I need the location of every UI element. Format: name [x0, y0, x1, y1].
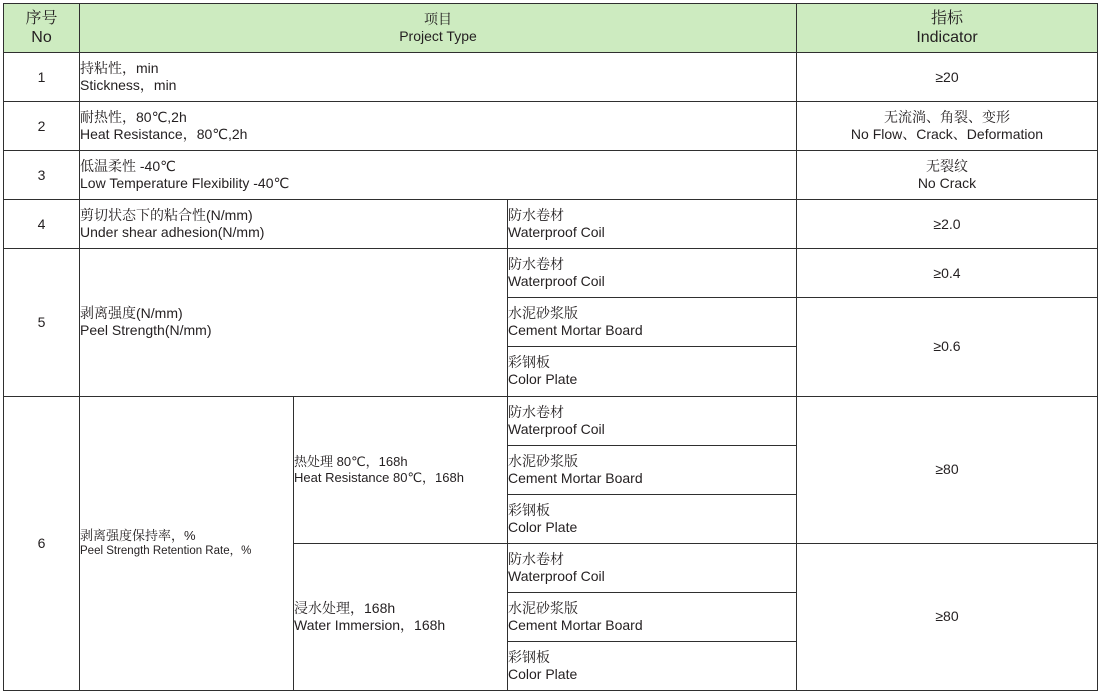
row-number: 6 — [4, 396, 80, 691]
substrate-cell — [508, 396, 797, 445]
item-en: Stickness，min — [80, 77, 177, 94]
header-indicator-zh: 指标 — [930, 10, 963, 28]
substrate-zh: 水泥砂浆版 — [508, 452, 578, 469]
substrate-cell — [508, 494, 797, 543]
indicator-en: No Crack — [917, 175, 977, 192]
row-number: 4 — [4, 200, 80, 249]
specification-table — [3, 3, 1098, 691]
item-cell — [80, 200, 508, 249]
row-number: 1 — [4, 53, 80, 102]
substrate-en: Cement Mortar Board — [508, 616, 643, 633]
substrate-en: Color Plate — [508, 518, 578, 535]
item-zh: 低温柔性 -40℃ — [80, 158, 176, 175]
indicator-en: No Flow、Crack、Deformation — [850, 126, 1044, 143]
substrate-en: Cement Mortar Board — [508, 322, 643, 339]
indicator-value: ≥0.4 — [797, 249, 1098, 298]
row-number: 5 — [4, 249, 80, 396]
substrate-zh: 防水卷材 — [508, 403, 564, 420]
indicator-value: ≥80 — [797, 396, 1098, 543]
table-row — [4, 102, 1098, 151]
substrate-zh: 防水卷材 — [508, 256, 564, 273]
substrate-cell — [508, 543, 797, 592]
header-item — [80, 4, 797, 53]
header-no-zh: 序号 — [25, 10, 58, 28]
header-row — [4, 4, 1098, 53]
indicator-cell — [797, 151, 1098, 200]
item-en: Heat Resistance，80℃,2h — [80, 126, 248, 143]
substrate-en: Waterproof Coil — [508, 567, 605, 584]
item-zh: 剥离强度(N/mm) — [80, 305, 183, 322]
table-row — [4, 151, 1098, 200]
substrate-cell — [508, 445, 797, 494]
item-cell — [80, 102, 797, 151]
table-row — [4, 53, 1098, 102]
indicator-cell — [797, 102, 1098, 151]
substrate-en: Waterproof Coil — [508, 224, 605, 241]
header-no — [4, 4, 80, 53]
substrate-en: Waterproof Coil — [508, 273, 605, 290]
header-item-zh: 项目 — [424, 11, 452, 28]
substrate-zh: 彩钢板 — [508, 354, 550, 371]
substrate-zh: 防水卷材 — [508, 207, 564, 224]
item-en: Peel Strength(N/mm) — [80, 322, 212, 339]
substrate-cell — [508, 347, 797, 396]
condition-en: Heat Resistance 80℃，168h — [294, 469, 464, 485]
indicator-value: ≥20 — [797, 53, 1098, 102]
item-en: Peel Strength Retention Rate，% — [80, 545, 252, 558]
substrate-en: Waterproof Coil — [508, 420, 605, 437]
substrate-cell — [508, 592, 797, 641]
substrate-cell — [508, 200, 797, 249]
indicator-zh: 无流淌、角裂、变形 — [884, 109, 1010, 126]
substrate-cell — [508, 298, 797, 347]
item-en: Low Temperature Flexibility -40℃ — [80, 175, 290, 192]
header-indicator — [797, 4, 1098, 53]
condition-zh: 热处理 80℃，168h — [294, 453, 408, 469]
substrate-zh: 彩钢板 — [508, 648, 550, 665]
item-zh: 耐热性，80℃,2h — [80, 109, 187, 126]
item-cell — [80, 396, 294, 691]
condition-zh: 浸水处理，168h — [294, 599, 396, 616]
substrate-cell — [508, 249, 797, 298]
substrate-zh: 彩钢板 — [508, 501, 550, 518]
item-zh: 剪切状态下的粘合性(N/mm) — [80, 207, 253, 224]
condition-cell — [294, 543, 508, 690]
substrate-en: Color Plate — [508, 371, 578, 388]
substrate-en: Color Plate — [508, 665, 578, 682]
item-en: Under shear adhesion(N/mm) — [80, 224, 265, 241]
substrate-zh: 水泥砂浆版 — [508, 305, 578, 322]
table-row — [4, 396, 1098, 445]
indicator-value: ≥80 — [797, 543, 1098, 690]
indicator-zh: 无裂纹 — [926, 158, 968, 175]
table-row — [4, 200, 1098, 249]
item-cell — [80, 151, 797, 200]
substrate-zh: 防水卷材 — [508, 550, 564, 567]
substrate-en: Cement Mortar Board — [508, 469, 643, 486]
condition-en: Water Immersion，168h — [294, 616, 446, 633]
header-item-en: Project Type — [399, 28, 477, 45]
substrate-cell — [508, 641, 797, 690]
row-number: 3 — [4, 151, 80, 200]
condition-cell — [294, 396, 508, 543]
item-zh: 剥离强度保持率，% — [80, 528, 196, 544]
header-no-en: No — [31, 29, 52, 47]
table-row — [4, 249, 1098, 298]
item-cell — [80, 249, 508, 396]
header-indicator-en: Indicator — [916, 29, 978, 47]
substrate-zh: 水泥砂浆版 — [508, 599, 578, 616]
item-cell — [80, 53, 797, 102]
item-zh: 持粘性，min — [80, 60, 159, 77]
row-number: 2 — [4, 102, 80, 151]
indicator-value: ≥0.6 — [797, 298, 1098, 396]
indicator-value: ≥2.0 — [797, 200, 1098, 249]
